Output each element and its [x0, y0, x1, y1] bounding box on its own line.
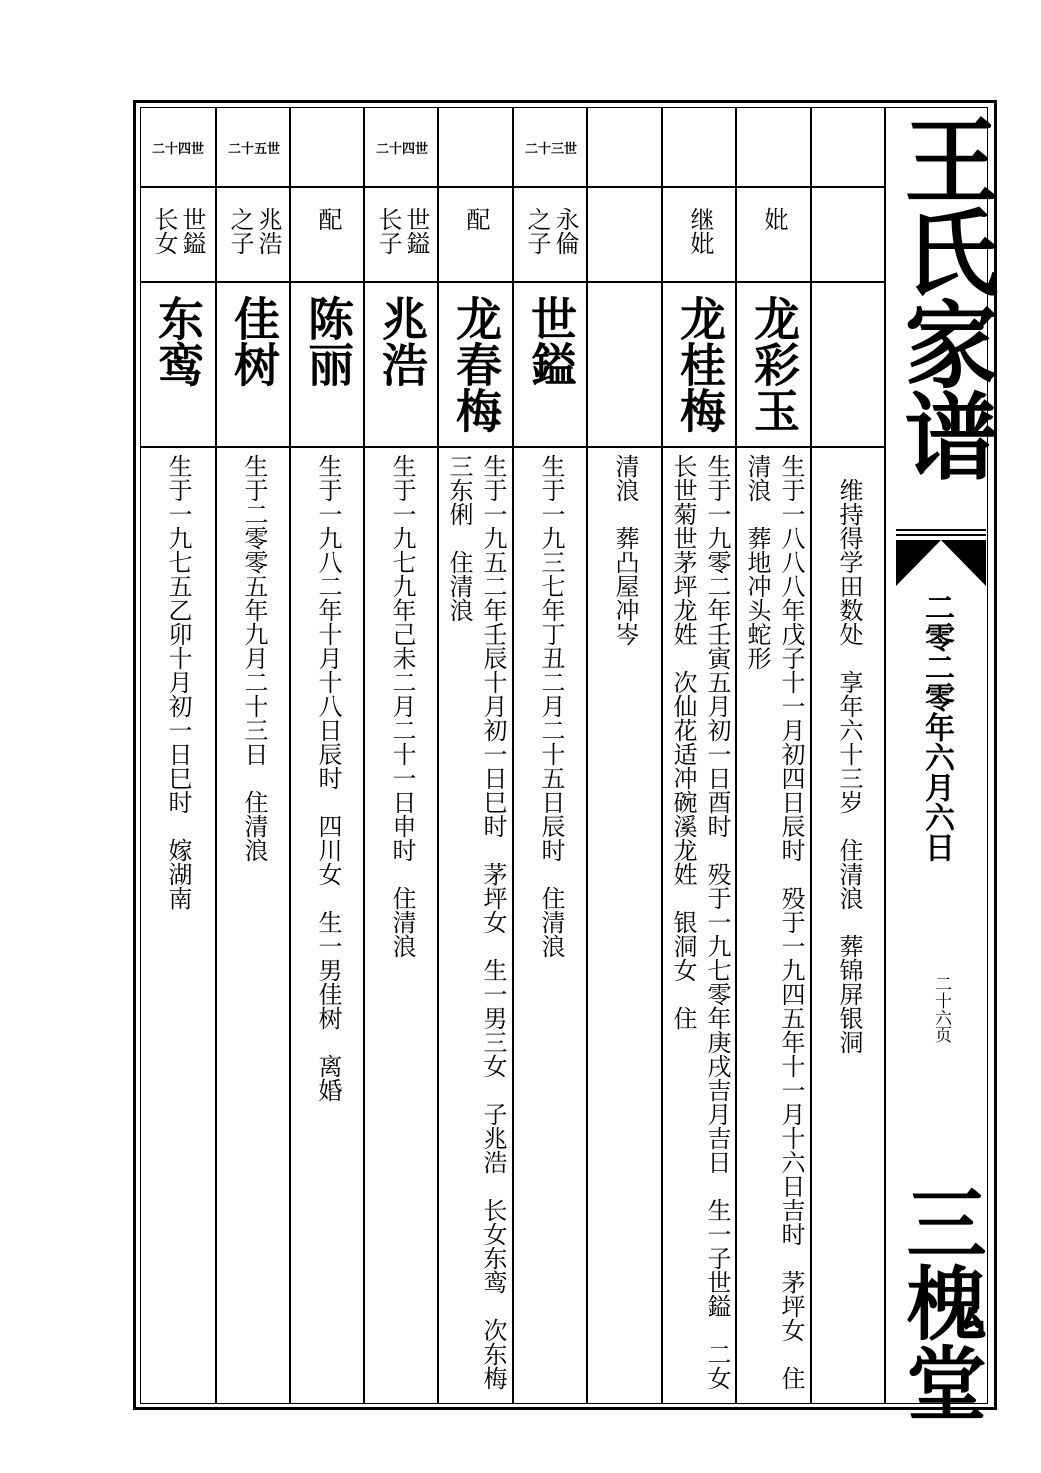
biography-text: 生于一八八八年戊子十一月初四日辰时 殁于一九四五年十一月十六日吉时 茅坪女 住清浪 葬地冲头蛇形: [743, 454, 805, 1390]
person-name: 龙彩玉: [747, 295, 801, 433]
generation-label: 世四十二: [151, 141, 204, 157]
generation-label: 世五十二: [227, 141, 280, 157]
name-cell: [663, 283, 737, 448]
biography-text: 生于一九八二年十月十八日辰时 四川女 生一男佳树 离婚: [314, 454, 342, 1102]
bio-cell: [588, 448, 662, 1403]
relation-label: 配: [462, 206, 490, 231]
generation-label: 世四十二: [375, 141, 428, 157]
relation-label: 永倫之子: [523, 206, 579, 255]
biography-text: 生于一九零二年壬寅五月初一日酉时 殁于一九七零年庚戌吉月吉日 生一子世鎰 二女 长世菊世茅坪龙姓 次仙花适冲碗溪龙姓 银洞女 住: [669, 454, 731, 1414]
name-cell: [291, 283, 365, 448]
entry-column: [514, 108, 588, 1403]
name-cell: [141, 283, 215, 448]
entry-column: [737, 108, 811, 1403]
name-cell: [365, 283, 439, 448]
person-name: 东鸾: [151, 295, 205, 387]
page-number: 二十六页: [931, 975, 951, 1043]
person-name: 佳树: [227, 295, 281, 387]
relation-cell: [217, 188, 291, 283]
bio-cell: [365, 448, 439, 1403]
generation-cell: [141, 108, 215, 188]
person-name: 世鎰: [524, 295, 578, 387]
relation-cell: [365, 188, 439, 283]
print-date: 二零二零年六月六日: [919, 592, 954, 862]
person-name: 龙桂梅: [673, 295, 727, 433]
bio-cell: [291, 448, 365, 1403]
bio-cell: [141, 448, 215, 1403]
biography-text: 生于一九三七年丁丑二月二十五日辰时 住清浪: [537, 454, 565, 958]
note-column: [812, 108, 886, 1403]
relation-cell: [439, 188, 513, 283]
name-cell: [514, 283, 588, 448]
entry-column: [663, 108, 737, 1414]
relation-label: 兆浩之子: [226, 206, 282, 255]
generation-cell: [588, 108, 662, 188]
relation-label: 继妣: [686, 206, 714, 255]
relation-cell: [514, 188, 588, 283]
biography-text: 生于一九五二年壬辰十月初一日巳时 茅坪女 生一男三女 子兆浩 长女东鸾 次东梅 三东俐 住清浪: [445, 454, 507, 1414]
biography-text: 生于一九七九年己未二月二十一日申时 住清浪: [388, 454, 416, 958]
title-divider-ornament: [886, 528, 990, 588]
relation-label: 配: [314, 206, 342, 231]
generation-cell: [291, 108, 365, 188]
note-text: 维持得学田数处 享年六十三岁 住清浪 葬锦屏银洞: [835, 478, 863, 1054]
bio-cell: [439, 448, 513, 1414]
entry-column: [217, 108, 291, 1403]
book-title: 王氏家谱: [888, 112, 998, 480]
generation-label: 世三十二: [524, 141, 577, 157]
name-cell: [439, 283, 513, 448]
relation-cell: [812, 188, 886, 283]
relation-label: 世鎰长女: [150, 206, 206, 255]
generation-cell: [812, 108, 886, 188]
entry-column: [439, 108, 513, 1414]
bio-cell: [663, 448, 737, 1414]
entry-column: [291, 108, 365, 1403]
generation-cell: [365, 108, 439, 188]
name-cell: [217, 283, 291, 448]
relation-cell: [291, 188, 365, 283]
biography-text: 生于二零零五年九月二十三日 住清浪: [240, 454, 268, 862]
entry-column: [588, 108, 662, 1403]
person-name: 陈丽: [301, 295, 355, 387]
relation-label: 妣: [760, 206, 788, 231]
bio-cell: [514, 448, 588, 1403]
relation-cell: [588, 188, 662, 283]
person-name: 龙春梅: [449, 295, 503, 433]
hall-name: 三槐堂: [893, 1182, 987, 1422]
generation-cell: [737, 108, 811, 188]
generation-cell: [439, 108, 513, 188]
bio-cell: [217, 448, 291, 1403]
biography-text: 清浪 葬凸屋冲岑: [611, 454, 639, 646]
entry-column: [141, 108, 215, 1403]
name-cell: [737, 283, 811, 448]
person-name: 兆浩: [375, 295, 429, 387]
generation-cell: [217, 108, 291, 188]
relation-label: 世鎰长子: [374, 206, 430, 255]
relation-cell: [737, 188, 811, 283]
entry-column: [365, 108, 439, 1403]
generation-cell: [663, 108, 737, 188]
name-cell: [812, 283, 886, 448]
biography-text: 生于一九七五乙卯十月初一日巳时 嫁湖南: [164, 454, 192, 910]
bio-cell: [812, 448, 886, 1403]
bio-cell: [737, 448, 811, 1403]
relation-cell: [141, 188, 215, 283]
name-cell: [588, 283, 662, 448]
generation-cell: [514, 108, 588, 188]
relation-cell: [663, 188, 737, 283]
